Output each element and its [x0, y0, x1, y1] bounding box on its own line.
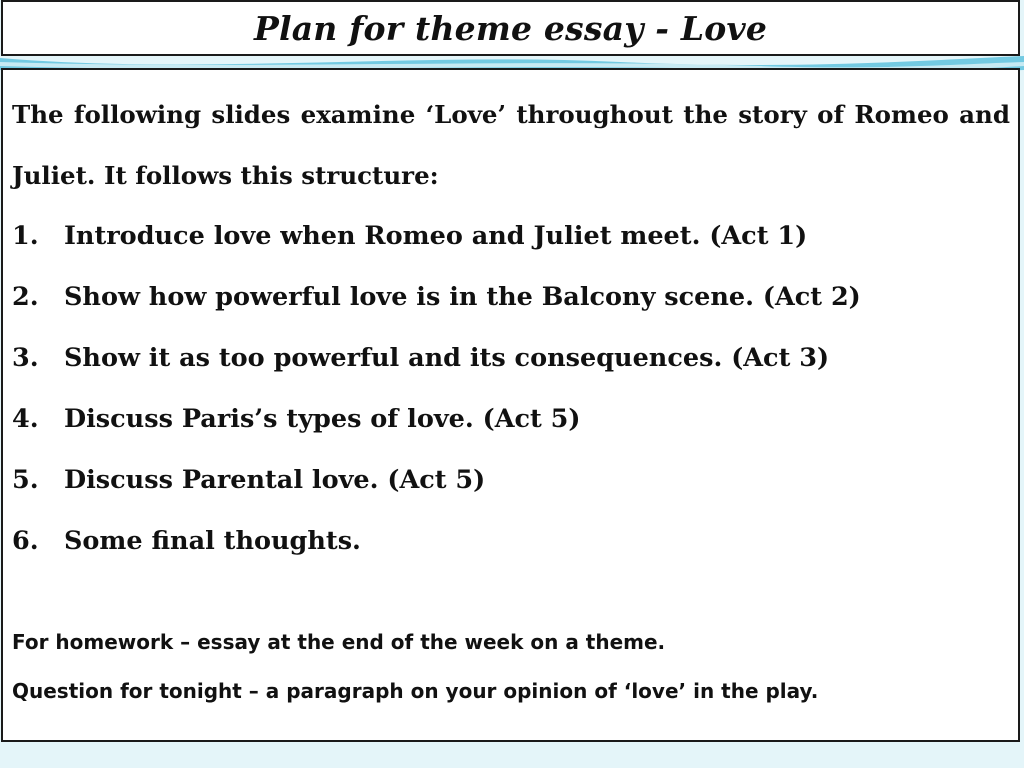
spacer: [12, 572, 1010, 618]
intro-paragraph: The following slides examine ‘Love’ throughout the story of Romeo and Juliet. It follows this structure:: [12, 100, 1010, 190]
list-item: [12, 511, 1010, 572]
list-item-text: Discuss Paris’s types of love. (Act 5): [64, 404, 581, 434]
structure-list: [12, 206, 1010, 572]
list-item: [12, 267, 1010, 328]
list-item-text: Discuss Parental love. (Act 5): [64, 465, 486, 495]
list-number: 2.: [12, 282, 39, 312]
list-number: 1.: [12, 221, 39, 251]
list-item: [12, 450, 1010, 511]
list-item-text: Introduce love when Romeo and Juliet meet. (Act 1): [64, 221, 808, 251]
list-item-text: Some final thoughts.: [64, 526, 361, 556]
list-item: [12, 389, 1010, 450]
list-item: [12, 328, 1010, 389]
content-box: [1, 68, 1020, 742]
list-item-text: Show it as too powerful and its consequences. (Act 3): [64, 343, 830, 373]
list-number: 3.: [12, 343, 39, 373]
title-box: [1, 0, 1020, 56]
list-item-text: Show how powerful love is in the Balcony scene. (Act 2): [64, 282, 861, 312]
homework-note: For homework – essay at the end of the week on a theme.: [12, 630, 666, 654]
slide-title: Plan for theme essay - Love: [253, 8, 768, 48]
list-item: [12, 206, 1010, 267]
list-number: 6.: [12, 526, 39, 556]
question-note: Question for tonight – a paragraph on your opinion of ‘love’ in the play.: [12, 679, 819, 703]
list-number: 4.: [12, 404, 39, 434]
list-number: 5.: [12, 465, 39, 495]
